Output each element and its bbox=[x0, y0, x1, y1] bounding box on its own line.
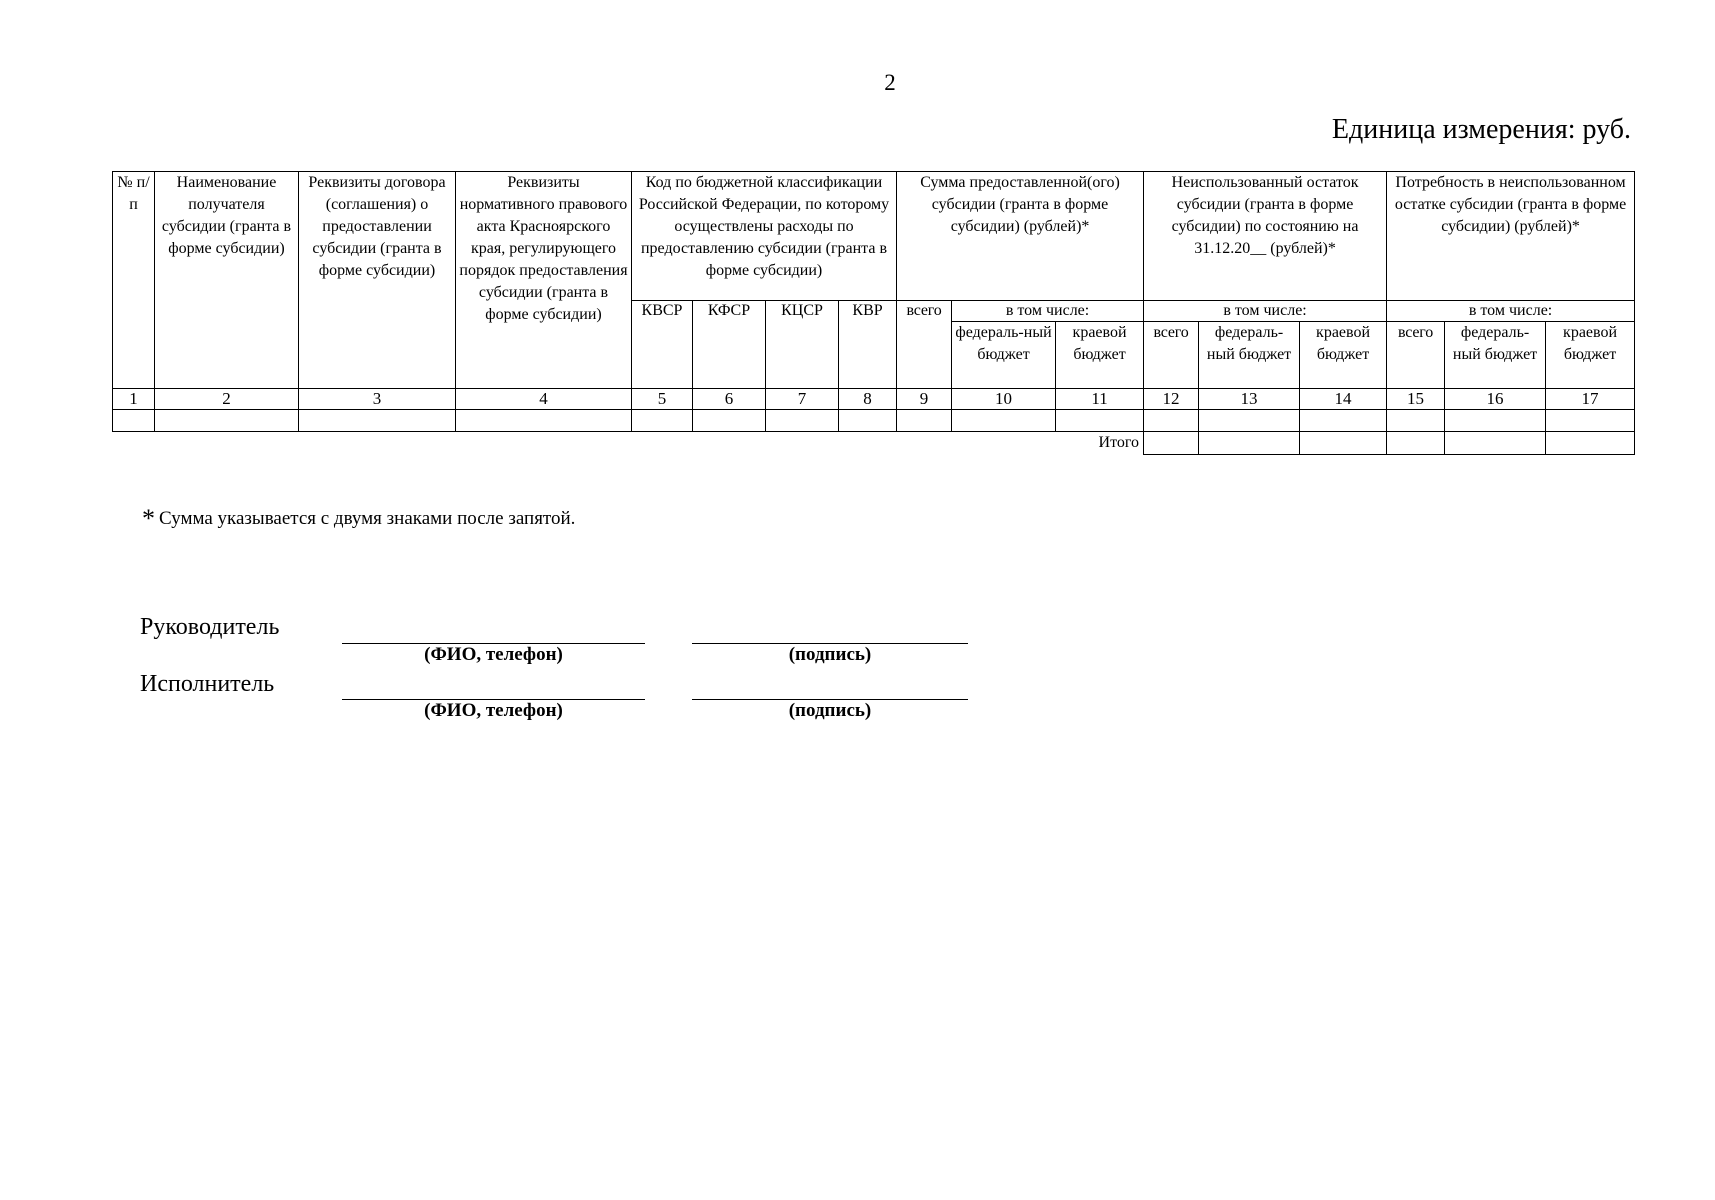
head-label: Руководитель bbox=[140, 614, 280, 640]
column-number-row bbox=[113, 389, 1635, 410]
header-balance-total: всего bbox=[1144, 322, 1199, 389]
column-number: 15 bbox=[1387, 389, 1445, 410]
column-number: 2 bbox=[155, 389, 299, 410]
executor-label: Исполнитель bbox=[140, 671, 275, 697]
total-row bbox=[113, 432, 1635, 455]
header-agreement-details: Реквизиты договора (соглашения) о предоставлении субсидии (гранта в форме субсидии) bbox=[299, 172, 456, 389]
total-cell[interactable] bbox=[1300, 432, 1387, 455]
table-cell[interactable] bbox=[113, 410, 155, 432]
table-cell[interactable] bbox=[897, 410, 952, 432]
header-number: № п/п bbox=[113, 172, 155, 389]
table-cell[interactable] bbox=[766, 410, 839, 432]
footnote-star: * bbox=[142, 504, 155, 533]
total-cell[interactable] bbox=[1144, 432, 1199, 455]
header-recipient-name: Наименование получателя субсидии (гранта в форме субсидии) bbox=[155, 172, 299, 389]
header-sum-regional: краевой бюджет bbox=[1056, 322, 1144, 389]
header-kvr: КВР bbox=[839, 301, 897, 389]
header-need-including: в том числе: bbox=[1387, 301, 1635, 322]
table-cell[interactable] bbox=[839, 410, 897, 432]
total-cell[interactable] bbox=[1387, 432, 1445, 455]
header-legal-act-details: Реквизиты нормативного правового акта Красноярского края, регулирующего порядок предоставления субсидии (гранта в форме субсидии) bbox=[456, 172, 632, 389]
table-cell[interactable] bbox=[456, 410, 632, 432]
table-cell[interactable] bbox=[952, 410, 1056, 432]
column-number: 12 bbox=[1144, 389, 1199, 410]
column-number: 10 bbox=[952, 389, 1056, 410]
table-cell[interactable] bbox=[299, 410, 456, 432]
header-row-1 bbox=[113, 172, 1635, 301]
total-cell[interactable] bbox=[1445, 432, 1546, 455]
total-label: Итого bbox=[1098, 434, 1140, 452]
column-number: 16 bbox=[1445, 389, 1546, 410]
header-sum-federal: федераль-ный бюджет bbox=[952, 322, 1056, 389]
subsidy-balance-table bbox=[112, 171, 1635, 455]
header-balance-regional: краевой бюджет bbox=[1300, 322, 1387, 389]
column-number: 4 bbox=[456, 389, 632, 410]
column-number: 17 bbox=[1546, 389, 1635, 410]
header-balance-including: в том числе: bbox=[1144, 301, 1387, 322]
table-cell[interactable] bbox=[1445, 410, 1546, 432]
header-need-regional: краевой бюджет bbox=[1546, 322, 1635, 389]
head-name-caption: (ФИО, телефон) bbox=[424, 644, 563, 665]
column-number: 7 bbox=[766, 389, 839, 410]
header-need: Потребность в неиспользованном остатке субсидии (гранта в форме субсидии) (рублей)* bbox=[1387, 172, 1635, 301]
table-cell[interactable] bbox=[1546, 410, 1635, 432]
column-number: 8 bbox=[839, 389, 897, 410]
footnote-text: Сумма указывается с двумя знаками после запятой. bbox=[159, 508, 576, 529]
column-number: 5 bbox=[632, 389, 693, 410]
header-kcsr: КЦСР bbox=[766, 301, 839, 389]
header-need-federal: федераль-ный бюджет bbox=[1445, 322, 1546, 389]
executor-name-caption: (ФИО, телефон) bbox=[424, 700, 563, 721]
table-cell[interactable] bbox=[1056, 410, 1144, 432]
table-cell[interactable] bbox=[632, 410, 693, 432]
header-balance-federal: федераль-ный бюджет bbox=[1199, 322, 1300, 389]
header-need-total: всего bbox=[1387, 322, 1445, 389]
unit-of-measure: Единица измерения: руб. bbox=[1331, 114, 1631, 145]
header-budget-code: Код по бюджетной классификации Российской Федерации, по которому осуществлены расходы по предоставлению субсидии (гранта в форме субсидии) bbox=[632, 172, 897, 301]
table-cell[interactable] bbox=[1387, 410, 1445, 432]
column-number: 9 bbox=[897, 389, 952, 410]
header-sum-total: всего bbox=[897, 301, 952, 389]
footnote bbox=[142, 504, 575, 534]
header-unused-balance: Неиспользованный остаток субсидии (гранта в форме субсидии) по состоянию на 31.12.20__ (рублей)* bbox=[1144, 172, 1387, 301]
header-sum-including: в том числе: bbox=[952, 301, 1144, 322]
table-cell[interactable] bbox=[693, 410, 766, 432]
head-signature-caption: (подпись) bbox=[788, 644, 872, 665]
table-cell[interactable] bbox=[1144, 410, 1199, 432]
table-cell[interactable] bbox=[1300, 410, 1387, 432]
data-row bbox=[113, 410, 1635, 432]
header-kfsr: КФСР bbox=[693, 301, 766, 389]
column-number: 14 bbox=[1300, 389, 1387, 410]
page-number: 2 bbox=[884, 70, 896, 95]
total-cell[interactable] bbox=[1546, 432, 1635, 455]
column-number: 6 bbox=[693, 389, 766, 410]
executor-signature-caption: (подпись) bbox=[788, 700, 872, 721]
table-cell[interactable] bbox=[1199, 410, 1300, 432]
column-number: 1 bbox=[113, 389, 155, 410]
table-cell[interactable] bbox=[155, 410, 299, 432]
header-sum-provided: Сумма предоставленной(ого) субсидии (гранта в форме субсидии) (рублей)* bbox=[897, 172, 1144, 301]
column-number: 3 bbox=[299, 389, 456, 410]
column-number: 11 bbox=[1056, 389, 1144, 410]
total-cell[interactable] bbox=[1199, 432, 1300, 455]
header-kvsr: КВСР bbox=[632, 301, 693, 389]
column-number: 13 bbox=[1199, 389, 1300, 410]
